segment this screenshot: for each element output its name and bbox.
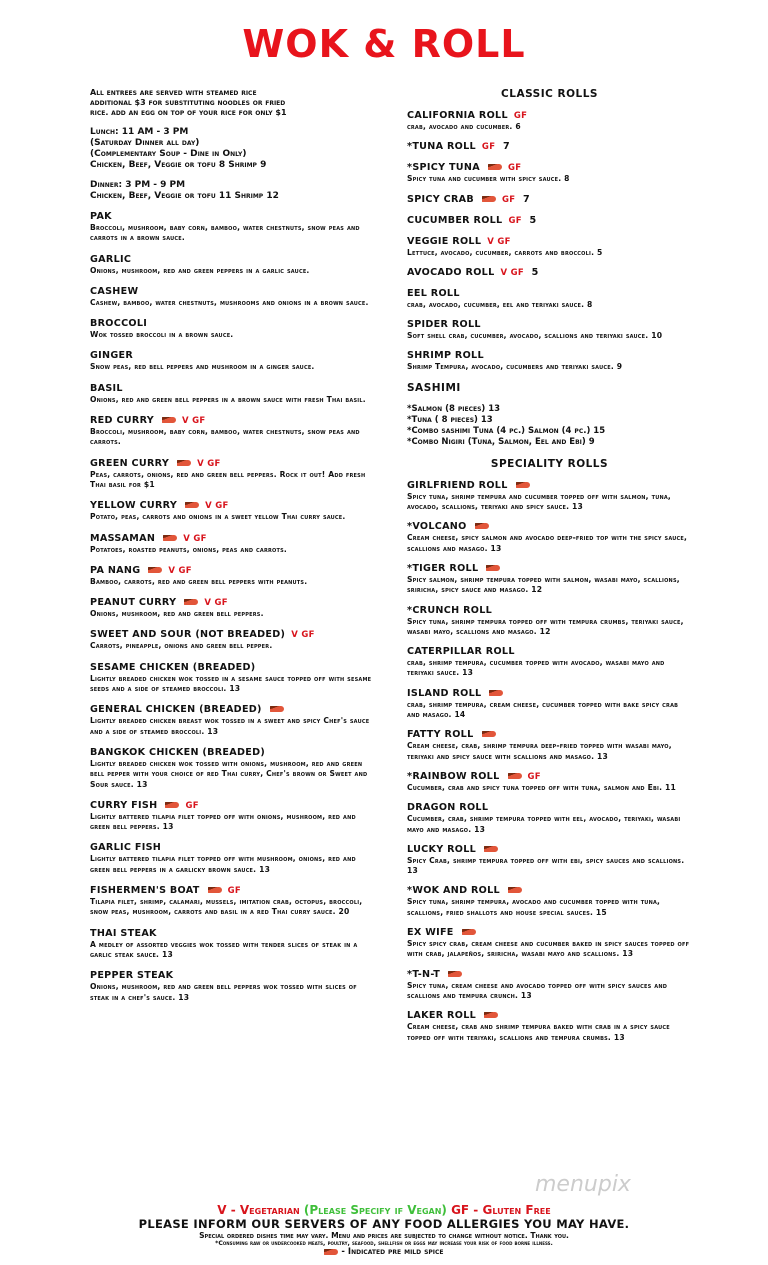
chili-icon (208, 887, 222, 893)
item-name-row (407, 162, 692, 174)
menu-item (407, 1010, 692, 1043)
item-name: *RAINBOW ROLL (407, 770, 500, 782)
item-name: SWEET AND SOUR (NOT BREADED) (90, 629, 286, 641)
item-name-row (90, 415, 375, 427)
item-name-row (90, 800, 375, 812)
item-description: Onions, mushroom, red and green peppers in a garlic sauce. (90, 265, 310, 275)
item-name: SPICY CRAB (407, 193, 475, 205)
chili-icon (270, 706, 284, 712)
menu-item (407, 646, 692, 679)
item-description: Broccoli, mushroom, baby corn, bamboo, water chestnuts, snow peas and carrots in a brown sauce. (90, 223, 360, 243)
item-name-row (407, 141, 692, 153)
menu-item (407, 215, 692, 227)
menu-item (90, 211, 375, 244)
item-name: *TIGER ROLL (407, 562, 479, 574)
item-name: GREEN CURRY (90, 457, 170, 469)
item-name: PA NANG (90, 564, 141, 576)
item-price: 7 (502, 141, 510, 153)
allergy-notice: PLEASE INFORM OUR SERVERS OF ANY FOOD ALLERGIES YOU MAY HAVE. (138, 1217, 630, 1231)
diet-tags: V GF (500, 267, 525, 278)
item-description: A medley of assorted veggies wok tossed with tender slices of steak in a garlic steak sauce. 13 (90, 939, 358, 959)
item-name-row (407, 927, 692, 939)
sashimi-line: *Combo Nigiri (Tuna, Salmon, Eel and Ebi) 9 (407, 436, 595, 447)
item-name: CASHEW (90, 285, 139, 297)
item-name-row (407, 194, 692, 206)
dinner-line: Dinner: 3 PM - 9 PM (90, 180, 186, 190)
item-name-row (407, 688, 692, 700)
diet-tags: V GF (168, 565, 192, 576)
item-name-row (90, 286, 375, 298)
menu-item (407, 771, 692, 793)
item-name-row (90, 350, 375, 362)
intro-line: All entrees are served with steamed rice (90, 88, 257, 97)
menu-item (407, 141, 692, 153)
item-name-row (407, 288, 692, 300)
diet-tags: V GF (183, 533, 207, 544)
legend-gluten-free: GF - Gluten Free (446, 1203, 551, 1217)
chili-icon (177, 460, 191, 466)
item-description: Cream cheese, crab and shrimp tempura baked with crab in a spicy sauce topped off with teriyaki, scallions and tempura crumbs. 13 (407, 1022, 670, 1042)
item-name-row (90, 662, 375, 674)
item-name-row (90, 500, 375, 512)
chili-icon (324, 1249, 338, 1255)
item-description: Wok tossed broccoli in a brown sauce. (90, 330, 234, 340)
legend (0, 1203, 768, 1217)
chili-icon (482, 196, 496, 202)
item-name: VEGGIE ROLL (407, 235, 482, 247)
legend-vegan: (Please Specify if Vegan) (303, 1203, 447, 1217)
item-name: LAKER ROLL (407, 1010, 477, 1022)
item-description: Lettuce, avocado, cucumber, carrots and broccoli. 5 (407, 247, 603, 257)
item-name: BANGKOK CHICKEN (BREADED) (90, 746, 266, 758)
item-name: PEPPER STEAK (90, 970, 174, 982)
intro-line: additional $3 for substituting noodles or fried (90, 98, 286, 107)
menu-item (407, 319, 692, 341)
item-name: GARLIC (90, 253, 132, 265)
spice-legend-text: - Indicated pre mild spice (338, 1247, 444, 1257)
entree-list (90, 211, 375, 1003)
item-name: GIRLFRIEND ROLL (407, 479, 508, 491)
chili-icon (508, 887, 522, 893)
item-name: AVOCADO ROLL (407, 266, 495, 278)
item-name-row (90, 533, 375, 545)
menu-item (90, 704, 375, 737)
item-name-row (90, 629, 375, 641)
item-name: SHRIMP ROLL (407, 350, 484, 362)
menu-item (407, 110, 692, 132)
item-name-row (407, 844, 692, 856)
menu-item (407, 844, 692, 877)
classic-rolls-header: CLASSIC ROLLS (501, 88, 598, 100)
speciality-rolls-header: SPECIALITY ROLLS (490, 457, 609, 470)
item-description: crab, avocado and cucumber. 6 (407, 122, 521, 131)
item-description: Shrimp Tempura, avocado, cucumbers and teriyaki sauce. 9 (407, 362, 623, 372)
item-name: *T-N-T (407, 968, 441, 980)
menu-item (90, 286, 375, 308)
menu-item (407, 236, 692, 258)
diet-tags: GF (508, 215, 522, 226)
menu-item (407, 885, 692, 918)
item-name-row (90, 928, 375, 940)
diet-tags: V GF (205, 501, 229, 512)
intro-line: rice. add an egg on top of your rice for only $1 (90, 108, 287, 117)
item-name-row (407, 319, 692, 331)
menu-item (407, 688, 692, 721)
item-name: PEANUT CURRY (90, 597, 177, 609)
speciality-rolls-list (407, 480, 692, 1043)
right-column (407, 88, 692, 1052)
diet-tags: V GF (204, 598, 228, 609)
item-name-row (90, 383, 375, 395)
item-name-row (407, 236, 692, 248)
chili-icon (489, 690, 503, 696)
watermark: menupix (535, 1172, 631, 1197)
item-name: *CRUNCH ROLL (407, 604, 493, 616)
lunch-line: (Saturday Dinner all day) (90, 138, 200, 148)
item-name: *VOLCANO (407, 521, 467, 533)
item-description: Cream cheese, crab, shrimp tempura deep-fried topped with wasabi mayo, teriyaki and spicy sauce with scallions and masago. 13 (407, 741, 672, 761)
item-name: SESAME CHICKEN (BREADED) (90, 661, 256, 673)
menu-item (90, 970, 375, 1003)
item-name-row (407, 215, 692, 227)
diet-tags: GF (502, 194, 516, 205)
item-name-row (90, 565, 375, 577)
restaurant-title: WOK & ROLL (242, 22, 526, 66)
menu-item (90, 415, 375, 448)
item-description: Cream cheese, spicy salmon and avocado deep-fried top with the spicy sauce, scallions and masago. 13 (407, 533, 688, 553)
menu-item (90, 350, 375, 372)
item-price: 5 (531, 266, 539, 278)
menu-item (90, 747, 375, 790)
diet-tags: GF (513, 111, 528, 121)
sashimi-line: *Combo sashimi Tuna (4 pc.) Salmon (4 pc.) 15 (407, 425, 606, 436)
chili-icon (448, 971, 462, 977)
item-name-row (90, 254, 375, 266)
raw-food-warning: *Consuming raw or undercooked meats, poultry, seafood, shellfish or eggs may increase your risk of food borne illness. (215, 1240, 553, 1247)
item-name: CATERPILLAR ROLL (407, 646, 515, 658)
item-name: EX WIFE (407, 927, 454, 939)
item-description: Cucumber, crab, shrimp tempura topped with eel, avocado, teriyaki, wasabi mayo and masago. 13 (407, 814, 681, 834)
item-name-row (90, 318, 375, 330)
item-description: Soft shell crab, cucumber, avocado, scallions and teriyaki sauce. 10 (407, 331, 663, 341)
lunch-line: (Complementary Soup - Dine in Only) (90, 149, 247, 159)
menu-item (90, 928, 375, 961)
sashimi-line: *Salmon (8 pieces) 13 (407, 403, 501, 414)
item-name-row (90, 704, 375, 716)
footer (0, 1203, 768, 1257)
menu-item (407, 729, 692, 762)
item-name-row (407, 480, 692, 492)
diet-tags: V GF (181, 416, 206, 427)
chili-icon (162, 417, 176, 423)
item-name-row (90, 970, 375, 982)
item-name: CUCUMBER ROLL (407, 214, 503, 226)
item-name: PAK (90, 211, 112, 222)
item-name-row (90, 458, 375, 470)
item-name: GINGER (90, 350, 134, 362)
item-name-row (407, 802, 692, 814)
diet-tags: V GF (291, 630, 315, 641)
item-name: EEL ROLL (407, 287, 460, 299)
item-name-row (90, 597, 375, 609)
item-description: Snow peas, red bell peppers and mushroom in a ginger sauce. (90, 362, 315, 372)
menu-item (407, 350, 692, 372)
item-name: *TUNA ROLL (407, 141, 476, 153)
item-description: Potato, peas, carrots and onions in a sweet yellow Thai curry sauce. (90, 512, 346, 522)
classic-rolls-list (407, 110, 692, 373)
menu-item (407, 521, 692, 554)
item-name: RED CURRY (90, 415, 154, 427)
menu-item (90, 565, 375, 587)
dinner-info (90, 180, 375, 202)
sashimi-line: *Tuna ( 8 pieces) 13 (407, 414, 493, 425)
item-description: Spicy tuna, shrimp tempura and cucumber topped off with salmon, tuna, avocado, scallions, teriyaki and spicy sauce. 13 (407, 491, 671, 512)
menu-item (407, 563, 692, 596)
item-name-row (407, 969, 692, 981)
chili-icon (516, 482, 530, 488)
chili-icon (475, 523, 489, 529)
menu-item (90, 500, 375, 522)
item-name-row (407, 885, 692, 897)
lunch-info (90, 127, 375, 171)
menu-item (90, 842, 375, 875)
diet-tags: GF (481, 142, 496, 153)
menu-item (407, 802, 692, 835)
item-name-row (407, 267, 692, 279)
item-description: Onions, mushroom, red and green bell peppers. (90, 609, 264, 619)
item-name-row (407, 646, 692, 658)
intro-text (90, 88, 375, 118)
item-name-row (407, 110, 692, 122)
diet-tags: GF (227, 886, 241, 897)
item-price: 5 (529, 214, 537, 226)
menu-item (407, 480, 692, 513)
item-description: Peas, carrots, onions, red and green bell peppers. Rock it out! Add fresh Thai basil for $1 (90, 469, 366, 489)
item-description: Spicy tuna, shrimp tempura topped off with tempura crumbs, teriyaki sauce, wasabi mayo, scallions and masago. 12 (407, 616, 684, 636)
item-description: Spicy salmon, shrimp tempura topped with salmon, wasabi mayo, scallions, sriricha, spicy sauce and masago. 12 (407, 574, 680, 595)
item-description: Lightly battered tilapia filet topped off with onions, mushroom, red and green bell peppers. 13 (90, 811, 356, 832)
item-description: Tilapia filet, shrimp, calamari, mussels, imitation crab, octopus, broccoli, snow peas, mushroom, carrots and basil in a red Thai curry sauce. 20 (90, 897, 363, 917)
item-description: Lightly breaded chicken wok tossed with onions, mushroom, red and green bell pepper with your choice of red Thai curry, Chef's brown or Sweet and Sour sauce. 13 (90, 758, 368, 789)
item-description: crab, shrimp tempura, cream cheese, cucumber topped with bake spicy crab and masago. 14 (407, 699, 679, 720)
menu-item (407, 605, 692, 638)
item-description: Spicy tuna and cucumber with spicy sauce. 8 (407, 174, 570, 184)
item-name: GARLIC FISH (90, 842, 162, 854)
chili-icon (508, 773, 522, 779)
price-notice: Special ordered dishes time may vary. Menu and prices are subjected to change without notice. Thank you. (199, 1231, 569, 1240)
chili-icon (484, 1012, 498, 1018)
item-name-row (407, 729, 692, 741)
item-description: Lightly breaded chicken wok tossed in a sesame sauce topped off with sesame seeds and a side of steamed broccoli. 13 (90, 673, 372, 694)
item-name: MASSAMAN (90, 532, 156, 544)
menu-item (90, 383, 375, 405)
menu-item (90, 629, 375, 651)
menu-item (407, 927, 692, 960)
chili-icon (488, 164, 502, 170)
item-name: LUCKY ROLL (407, 843, 477, 855)
item-name: CALIFORNIA ROLL (407, 110, 508, 121)
item-description: Potatoes, roasted peanuts, onions, peas and carrots. (90, 544, 288, 554)
item-description: Bamboo, carrots, red and green bell peppers with peanuts. (90, 576, 308, 586)
item-name: BASIL (90, 382, 123, 394)
menu-item (90, 318, 375, 340)
menu-item (407, 969, 692, 1002)
item-name: FATTY ROLL (407, 729, 474, 741)
item-description: crab, avocado, cucumber, eel and teriyaki sauce. 8 (407, 299, 593, 309)
item-description: Onions, red and green bell peppers in a brown sauce with fresh Thai basil. (90, 394, 366, 404)
chili-icon (482, 731, 496, 737)
item-description: Lightly battered tilapia filet topped off with mushroom, onions, red and green bell peppers in a garlicky brown sauce. 13 (90, 854, 356, 874)
diet-tags: V GF (197, 458, 221, 469)
chili-icon (165, 802, 179, 808)
left-column (90, 88, 375, 1013)
item-name-row (407, 605, 692, 617)
item-name: *SPICY TUNA (407, 162, 480, 174)
sashimi-header: SASHIMI (407, 381, 461, 394)
menu-item (407, 194, 692, 206)
chili-icon (484, 846, 498, 852)
item-description: Spicy tuna, shrimp tempura, avocado and cucumber topped with tuna, scallions, fried shallots and house special sauces. 15 (407, 897, 661, 917)
chili-icon (184, 599, 198, 605)
chili-icon (163, 535, 177, 541)
menu-item (90, 885, 375, 918)
item-description: Spicy Crab, shrimp tempura topped off with ebi, spicy sauces and scallions. 13 (407, 855, 685, 876)
lunch-line: Chicken, Beef, Veggie or tofu 8 Shrimp 9 (90, 160, 267, 170)
menu-item (407, 288, 692, 310)
item-name: YELLOW CURRY (90, 500, 178, 512)
dinner-line: Chicken, Beef, Veggie or tofu 11 Shrimp 12 (90, 191, 279, 201)
chili-icon (486, 565, 500, 571)
item-name: FISHERMEN'S BOAT (90, 885, 200, 897)
item-name-row (407, 350, 692, 362)
item-name: SPIDER ROLL (407, 319, 481, 331)
item-description: Spicy tuna, cream cheese and avocado topped off with spicy sauces and scallions and tempura crunch. 13 (407, 980, 668, 1000)
item-name: *WOK AND ROLL (407, 885, 500, 897)
item-description: Spicy spicy crab, cream cheese and cucumber baked in spicy sauces topped off with crab, jalapeños, sriricha, wasabi mayo and scallions. 13 (407, 939, 690, 959)
menu-item (90, 254, 375, 276)
chili-icon (148, 567, 162, 573)
menu-item (407, 162, 692, 184)
item-description: Lightly breaded chicken breast wok tossed in a sweet and spicy Chef's sauce and a side of steamed broccoli. 13 (90, 716, 370, 736)
lunch-line: Lunch: 11 AM - 3 PM (90, 127, 189, 137)
item-name: THAI STEAK (90, 927, 157, 939)
item-name-row (407, 771, 692, 783)
diet-tags: V GF (487, 236, 511, 247)
diet-tags: GF (527, 771, 541, 782)
item-name: DRAGON ROLL (407, 802, 489, 814)
item-name-row (90, 211, 375, 223)
item-description: crab, shrimp tempura, cucumber topped with avocado, wasabi mayo and teriyaki sauce. 13 (407, 658, 665, 678)
diet-tags: GF (185, 800, 199, 811)
diet-tags: GF (507, 163, 522, 174)
menu-item (90, 533, 375, 555)
item-description: Onions, mushroom, red and green bell peppers wok tossed with slices of steak in a chef's sauce. 13 (90, 982, 357, 1002)
menu-item (407, 267, 692, 279)
item-name-row (407, 1010, 692, 1022)
menu-item (90, 597, 375, 619)
spice-legend (0, 1247, 768, 1257)
item-name: CURRY FISH (90, 799, 158, 811)
item-price: 7 (523, 193, 531, 205)
item-name: ISLAND ROLL (407, 687, 482, 699)
item-name: BROCCOLI (90, 318, 148, 330)
legend-vegetarian: V - Vegetarian (217, 1203, 304, 1217)
chili-icon (462, 929, 476, 935)
item-name: GENERAL CHICKEN (BREADED) (90, 704, 262, 716)
item-name-row (90, 885, 375, 897)
sashimi-list (407, 404, 692, 448)
item-name-row (407, 521, 692, 533)
item-description: Broccoli, mushroom, baby corn, bamboo, water chestnuts, snow peas and carrots. (90, 427, 360, 447)
item-description: Carrots, pineapple, onions and green bell pepper. (90, 641, 273, 651)
item-name-row (90, 842, 375, 854)
menu-item (90, 800, 375, 833)
chili-icon (185, 502, 199, 508)
menu-item (90, 662, 375, 695)
item-description: Cashew, bamboo, water chestnuts, mushrooms and onions in a brown sauce. (90, 297, 369, 307)
item-description: Cucumber, crab and spicy tuna topped off with tuna, salmon and Ebi. 11 (407, 782, 676, 792)
item-name-row (407, 563, 692, 575)
menu-item (90, 458, 375, 491)
item-name-row (90, 747, 375, 759)
